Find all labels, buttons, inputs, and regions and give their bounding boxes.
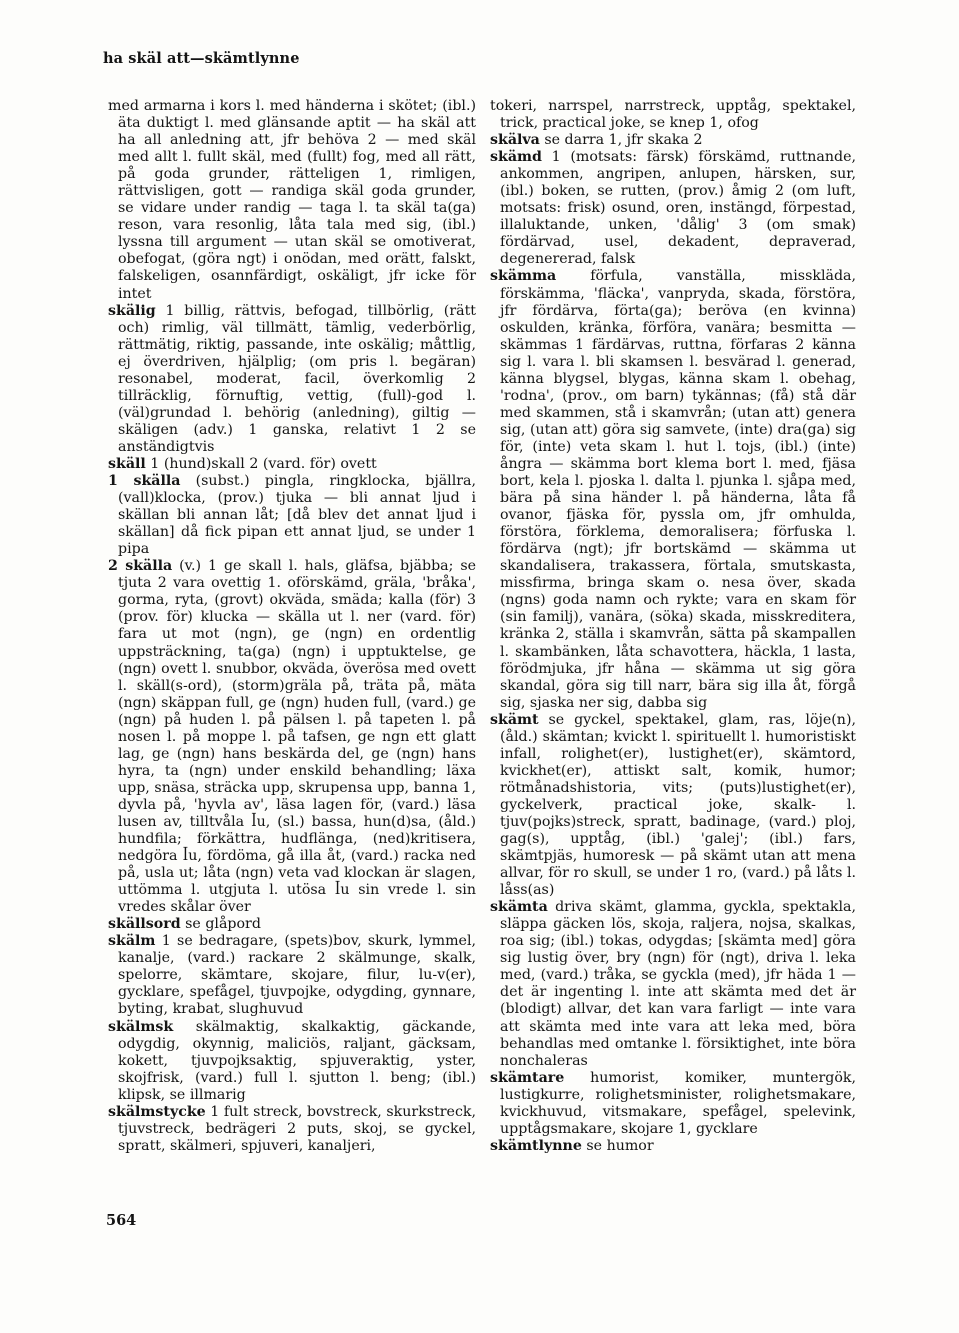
headword: skämd bbox=[490, 149, 542, 166]
headword: skämt bbox=[490, 711, 539, 728]
page-number: 564 bbox=[106, 1212, 137, 1229]
entry-2-skalla: 2 skälla (v.) 1 ge skall l. hals, gläfsa, bjäbba; se tjuta 2 vara ovettig 1. oförskämd, gräla, 'bråka', gorma, ryta, (grovt) okväda, smäda; kalla (för) 3 (prov. för) klucka — skälla ut l. ner (vard. för) fara ut mot (ngn), ge (ngn) en ordentlig uppsträckning, ta(ga) (ngn) i upptuktelse, ge (ngn) ovett l. snubbor, okväda, överösa med ovett l. skäll(s-ord), (storm)gräla på, träta på, mäta (ngn) skäppan full, ge (ngn) huden full, (vard.) ge (ngn) på huden l. på pälsen l. på tapeten l. på nosen l. på moppe l. på tafsen, ge ngn ett glatt lag, ge (ngn) hans beskärda del, ge (ngn) hans hyra, ta (ngn) under enskild behandling; läxa upp, snäsa, sträcka upp, skrupensa upp, banna 1, dyvla på, 'hyvla av', läsa lagen för, (vard.) läsa lusen av, tilltvåla ꟾu, (sl.) bassa, hun(d)sa, (åld.) hundfila; förkättra, hudflänga, (ned)kritisera, nedgöra ꟾu, fördöma, gå illa åt, (vard.) racka ned på, usla ut; låta (ngn) veta vad klockan är slagen, uttömma l. utgjuta l. utösa ꟾu sin vrede l. sin vredes skålar över bbox=[108, 558, 476, 916]
left-column bbox=[108, 98, 476, 1155]
entry-skamt: skämt se gyckel, spektakel, glam, ras, löje(n), (åld.) skämtan; kvickt l. spirituellt l. humoristiskt infall, rolighet(er), lustighet(er), skämtord, kvickhet(er), attiskt salt, komik, humor; rötmånadshistoria, vits; (puts)lustighet(er), gyckelverk, practical joke, skalk- l. tjuv(pojks)streck, spratt, badinage, (vard.) ploj, gag(s), upptåg, (ibl.) 'galej'; (ibl.) fars, skämtpjäs, humoresk — på skämt utan att mena allvar, för ro skull, se under 1 ro, (vard.) på låts l. låss(as) bbox=[490, 711, 856, 899]
headword: skälmstycke bbox=[108, 1103, 206, 1120]
entry-skamtlynne: skämtlynne se humor bbox=[490, 1137, 654, 1154]
headword: skälva bbox=[490, 132, 540, 149]
headword: skäll bbox=[108, 455, 146, 472]
entry-continuation: tokeri, narrspel, narrstreck, upptåg, spektakel, trick, practical joke, se knep 1, ofog bbox=[490, 98, 856, 132]
right-column bbox=[490, 98, 856, 1155]
headword: skälig bbox=[108, 302, 156, 319]
entry-skamd: skämd 1 (motsats: färsk) förskämd, ruttnande, ankommen, angripen, anlupen, härsken, sur, (ibl.) boken, se rutten, (prov.) åmig 2 (om luft, motsats: frisk) osund, oren, instängd, förpestad, illaluktande, unken, 'dålig' 3 (om smak) fördärvad, usel, dekadent, depraverad, degenererad, falsk bbox=[490, 149, 856, 268]
headword: skämma bbox=[490, 268, 557, 285]
entry-skalmstycke: skälmstycke 1 fult streck, bovstreck, skurkstreck, tjuvstreck, bedrägeri 2 puts, skoj, se gyckel, spratt, skälmeri, spjuveri, kanaljeri, bbox=[108, 1103, 476, 1154]
entry-paragraph: med armarna i kors l. med händerna i skötet; (ibl.) äta duktigt l. med glänsande aptit — ha skäl att ha all anledning att, jfr behöva 2 — med skäl med allt l. fullt skäl, med (fullt) fog, med all rätt, på goda grunder, rätteligen 1, rimligen, rättvisligen, gott — randiga skäl goda grunder, se vidare under randig — taga l. ta skäl ta(ga) reson, vara resonlig, låta tala med sig, (ibl.) lyssna till argument — utan skäl se omotiverat, obefogat, (göra ngt) i onödan, med orätt, falskt, falskeligen, osannfärdigt, oskäligt, jfr icke för intet bbox=[108, 98, 476, 302]
entry-skall: skäll 1 (hund)skall 2 (vard. för) ovett bbox=[108, 455, 377, 472]
headword: skämtlynne bbox=[490, 1137, 582, 1154]
headword: skälmsk bbox=[108, 1018, 174, 1035]
entry-skamma: skämma förfula, vanställa, misskläda, förskämma, 'fläcka', vanpryda, skada, förstöra, jfr fördärva, förta(ga); beröva (en kvinna) oskulden, kränka, förföra, vanära; besmitta — skämmas 1 färdärvas, ruttna, förfaras 2 känna sig l. vara l. bli skamsen l. besvärad l. generad, känna blygsel, blygas, känna skam l. obehag, 'rodna', (prov., om barn) tykännas; (få) stå där med skammen, stå i skamvrån; (utan att) genera sig, (utan att) göra sig samvete, (inte) dra(ga) sig för, (inte) veta skam l. hut l. tojs, (ibl.) (inte) ångra — skämma bort klema bort l. med, fjäsa bort, kela l. pjoska l. dalta l. pjunka l. sjåpa med, bära på sina händer l. på händerna, låta få ovanor, fjäska för, pyssla om, jfr omhulda, förstöra, förklema, demoralisera; förfuska l. fördärva (ngt); jfr bortskämd — skämma ut skandalisera, trakassera, förtala, smutskasta, missfirma, bringa skam o. nesa över, skada (ngns) goda namn och rykte; vara en skam för (sin familj), vanära, (söka) skada, misskreditera, kränka 2, ställa i skamvrån, sätta på skampallen l. skambänken, låta schavottera, häckla, 1 lasta, förödmjuka, jfr håna — skämma ut sig göra skandal, göra sig till narr, bära sig illa åt, förgå sig, sjaska ner sig, dabba sig bbox=[490, 268, 856, 711]
headword: skälm bbox=[108, 933, 156, 950]
entry-skamta: skämta driva skämt, glamma, gyckla, spektakla, släppa gäcken lös, skoja, raljera, nojsa, skalkas, roa sig; (ibl.) tokas, odygdas; [skämta med] göra sig lustig över, bry (ngn) för (ngt), driva l. leka med, (vard.) tråka, se gyckla (med), jfr häda 1 — det är ingenting l. inte att skämta med det är (blodigt) allvar, det kan vara farligt — inte vara att skämta med inte vara att leka med, böra behandlas med omtanke l. försiktighet, inte böra nonchaleras bbox=[490, 899, 856, 1069]
entry-skalig: skälig 1 billig, rättvis, befogad, tillbörlig, (rätt och) rimlig, väl tillmätt, tämlig, vederbörlig, rättmätig, riktig, passande, inte oskälig; måttlig, ej överdriven, hjälplig; (om pris l. begäran) resonabel, moderat, facil, överkomlig 2 tillräcklig, förnuftig, vettig, (full)-god l. (väl)grundad l. behörig (anledning), giltig — skäligen (adv.) 1 ganska, relativt 1 2 se anständigtvis bbox=[108, 302, 476, 455]
headword: skämta bbox=[490, 899, 548, 916]
running-head: ha skäl att—skämtlynne bbox=[103, 50, 300, 67]
entry-skalmsk: skälmsk skälmaktig, skalkaktig, gäckande, odygdig, okynnig, maliciös, raljant, gäcksam, kokett, tjuvpojksaktig, spjuveraktig, yster, skojfrisk, (vard.) full l. sjutton l. beng; (ibl.) klipsk, se illmarig bbox=[108, 1018, 476, 1103]
entry-skamtare: skämtare humorist, komiker, muntergök, lustigkurre, rolighetsminister, rolighetsmakare, kvickhuvud, vitsmakare, spefågel, spelevink, upptågsmakare, skojare 1, gycklare bbox=[490, 1069, 856, 1137]
entry-skalva: skälva se darra 1, jfr skaka 2 bbox=[490, 132, 703, 149]
entry-skalm: skälm 1 se bedragare, (spets)bov, skurk, lymmel, kanalje, (vard.) rackare 2 skälmunge, skalk, spelorre, skämtare, skojare, filur, lu-v(er), gycklare, spefågel, tjuvpojke, odygding, gynnare, byting, krabat, slughuvud bbox=[108, 933, 476, 1018]
headword: 1 skälla bbox=[108, 473, 181, 490]
entry-1-skalla: 1 skälla (subst.) pingla, ringklocka, bjällra, (vall)klocka, (prov.) tjuka — bli annat ljud i skällan bli annan låt; [då blev det annat ljud i skällan] då fick pipan ett annat ljud, se under 1 pipa bbox=[108, 473, 477, 558]
headword: skällsord bbox=[108, 916, 181, 933]
headword: 2 skälla bbox=[108, 558, 173, 575]
headword: skämtare bbox=[490, 1069, 565, 1086]
entry-skallsord: skällsord se glåpord bbox=[108, 916, 261, 933]
